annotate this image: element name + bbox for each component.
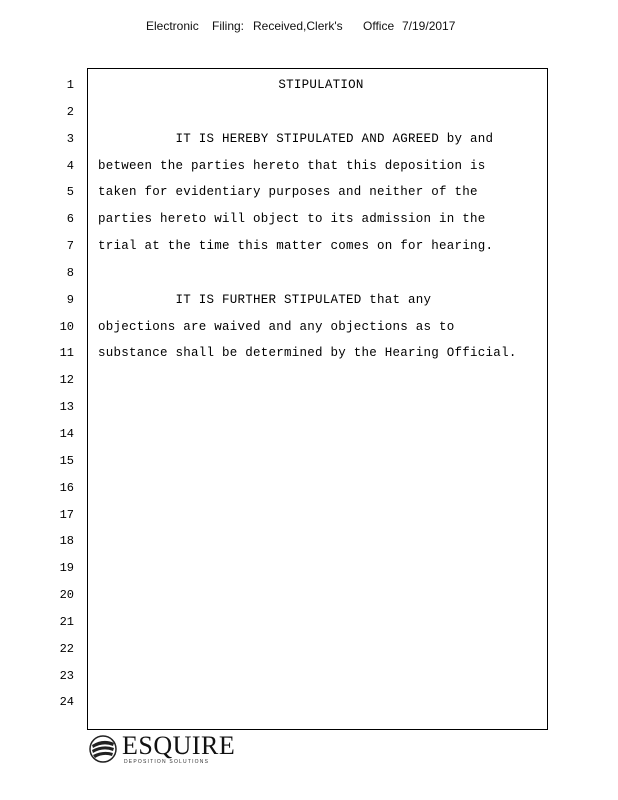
transcript-line: taken for evidentiary purposes and neither of the bbox=[98, 185, 478, 200]
line-number: 17 bbox=[59, 507, 74, 522]
transcript-line bbox=[98, 636, 544, 663]
transcript-line: substance shall be determined by the Hearing Official. bbox=[98, 346, 517, 361]
line-number: 12 bbox=[59, 373, 74, 388]
transcript-line bbox=[98, 394, 544, 421]
line-number: 6 bbox=[66, 212, 74, 227]
line-number: 3 bbox=[66, 131, 74, 146]
transcript-text bbox=[98, 72, 544, 716]
line-number: 19 bbox=[59, 561, 74, 576]
transcript-line bbox=[98, 421, 544, 448]
transcript-line bbox=[98, 260, 544, 287]
logo-name: ESQUIRE bbox=[122, 731, 236, 760]
transcript-line bbox=[98, 689, 544, 716]
transcript-line: IT IS HEREBY STIPULATED AND AGREED by and bbox=[98, 131, 494, 146]
transcript-line bbox=[98, 448, 544, 475]
transcript-line bbox=[98, 663, 544, 690]
line-number: 8 bbox=[66, 265, 74, 280]
filing-header bbox=[0, 19, 618, 37]
transcript-line bbox=[98, 528, 544, 555]
transcript-line bbox=[98, 555, 544, 582]
line-number: 4 bbox=[66, 158, 74, 173]
line-number: 23 bbox=[59, 668, 74, 683]
line-number: 16 bbox=[59, 480, 74, 495]
transcript-line: objections are waived and any objections as to bbox=[98, 319, 455, 334]
line-number: 22 bbox=[59, 641, 74, 656]
line-number: 9 bbox=[66, 292, 74, 307]
line-number: 11 bbox=[59, 346, 74, 361]
esquire-logo bbox=[88, 732, 235, 766]
line-number: 13 bbox=[59, 400, 74, 415]
line-number: 7 bbox=[66, 239, 74, 254]
line-number: 10 bbox=[59, 319, 74, 334]
transcript-line bbox=[98, 99, 544, 126]
transcript-line bbox=[98, 502, 544, 529]
line-number: 18 bbox=[59, 534, 74, 549]
transcript-line bbox=[98, 367, 544, 394]
header-electronic: Electronic bbox=[146, 19, 199, 33]
transcript-line bbox=[98, 609, 544, 636]
transcript-line: parties hereto will object to its admission in the bbox=[98, 212, 486, 227]
line-number: 2 bbox=[66, 104, 74, 119]
header-office: Office bbox=[363, 19, 395, 33]
header-received-clerks: Received,Clerk's bbox=[253, 19, 343, 33]
line-number: 24 bbox=[59, 695, 74, 710]
header-filing: Filing: bbox=[212, 19, 245, 33]
transcript-line bbox=[98, 475, 544, 502]
line-number: 1 bbox=[66, 78, 74, 92]
line-number: 15 bbox=[59, 453, 74, 468]
line-number: 21 bbox=[59, 614, 74, 629]
transcript-line: trial at the time this matter comes on for hearing. bbox=[98, 239, 494, 254]
transcript-line: IT IS FURTHER STIPULATED that any bbox=[98, 292, 432, 307]
stipulation-title: STIPULATION bbox=[278, 78, 364, 92]
header-date: 7/19/2017 bbox=[402, 19, 456, 33]
line-number: 14 bbox=[59, 426, 74, 441]
transcript-line bbox=[98, 582, 544, 609]
line-number-column bbox=[40, 72, 74, 716]
logo-tagline: DEPOSITION SOLUTIONS bbox=[124, 759, 210, 765]
line-number: 20 bbox=[59, 588, 74, 603]
esquire-swirl-icon bbox=[88, 734, 118, 764]
line-number: 5 bbox=[66, 185, 74, 200]
transcript-line: between the parties hereto that this deposition is bbox=[98, 158, 486, 173]
